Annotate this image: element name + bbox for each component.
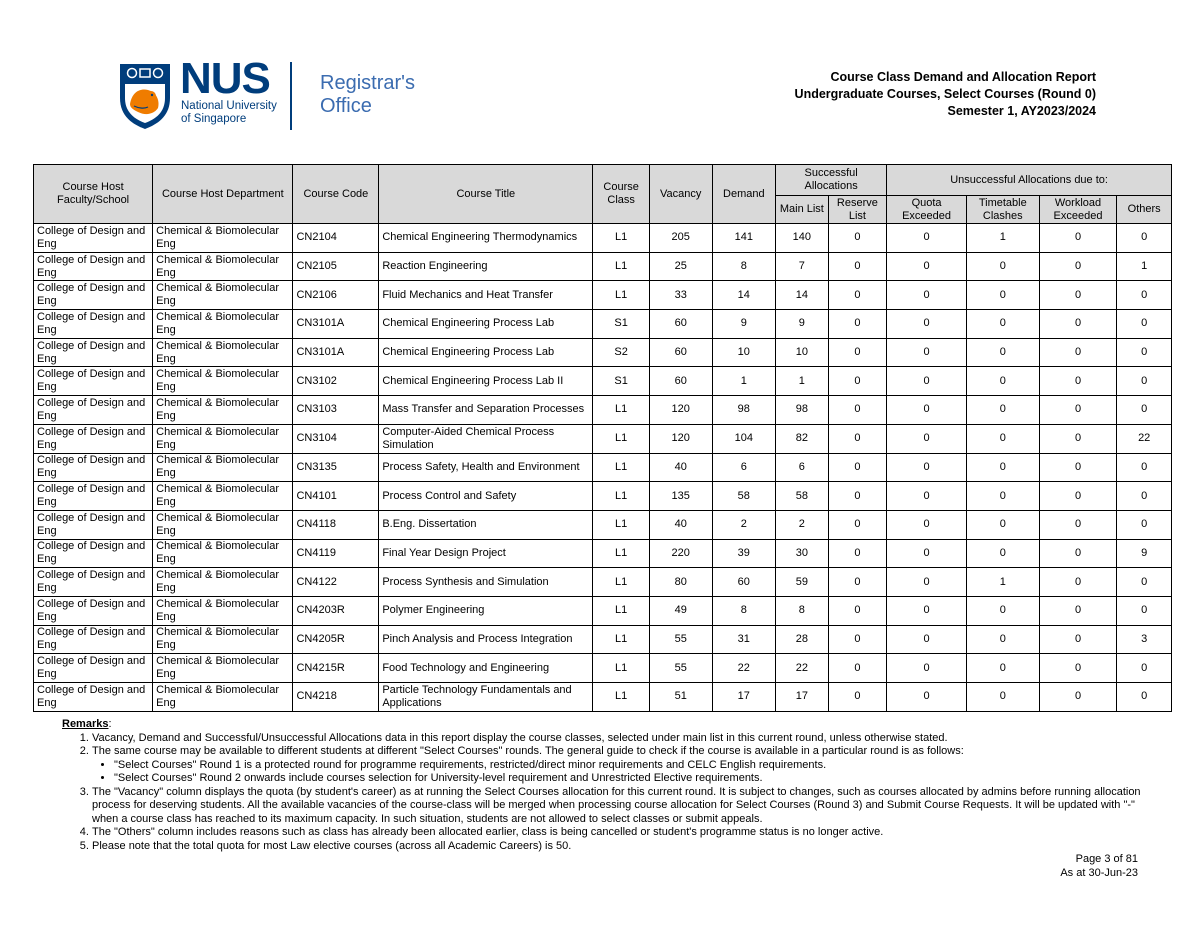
cell-course-code: CN4101 bbox=[293, 482, 379, 511]
cell-others: 0 bbox=[1117, 654, 1172, 683]
cell-course-code: CN3101A bbox=[293, 338, 379, 367]
cell-others: 0 bbox=[1117, 568, 1172, 597]
cell-timetable-clashes: 0 bbox=[966, 310, 1039, 339]
cell-main-list: 82 bbox=[776, 424, 829, 453]
cell-course-title: Computer-Aided Chemical Process Simulation bbox=[379, 424, 593, 453]
cell-others: 9 bbox=[1117, 539, 1172, 568]
cell-others: 0 bbox=[1117, 482, 1172, 511]
cell-demand: 8 bbox=[712, 252, 776, 281]
cell-reserve-list: 0 bbox=[828, 625, 887, 654]
cell-course-title: Chemical Engineering Process Lab bbox=[379, 310, 593, 339]
cell-department: Chemical & Biomolecular Eng bbox=[153, 568, 293, 597]
cell-quota-exceeded: 0 bbox=[887, 224, 967, 253]
cell-vacancy: 40 bbox=[649, 510, 712, 539]
cell-course-code: CN4203R bbox=[293, 596, 379, 625]
table-row bbox=[34, 310, 1172, 339]
cell-faculty: College of Design and Eng bbox=[34, 224, 153, 253]
remark-sublist bbox=[92, 759, 1142, 786]
cell-course-title: Pinch Analysis and Process Integration bbox=[379, 625, 593, 654]
cell-course-class: L1 bbox=[593, 625, 650, 654]
cell-main-list: 30 bbox=[776, 539, 829, 568]
report-date: As at 30-Jun-23 bbox=[1060, 867, 1138, 879]
cell-quota-exceeded: 0 bbox=[887, 281, 967, 310]
table-row bbox=[34, 281, 1172, 310]
cell-quota-exceeded: 0 bbox=[887, 510, 967, 539]
cell-workload-exceeded: 0 bbox=[1039, 310, 1117, 339]
cell-main-list: 22 bbox=[776, 654, 829, 683]
remarks-title: Remarks bbox=[62, 718, 109, 730]
cell-reserve-list: 0 bbox=[828, 224, 887, 253]
cell-others: 0 bbox=[1117, 453, 1172, 482]
cell-vacancy: 55 bbox=[649, 625, 712, 654]
cell-workload-exceeded: 0 bbox=[1039, 338, 1117, 367]
cell-demand: 10 bbox=[712, 338, 776, 367]
cell-course-code: CN4205R bbox=[293, 625, 379, 654]
cell-department: Chemical & Biomolecular Eng bbox=[153, 396, 293, 425]
table-row bbox=[34, 596, 1172, 625]
cell-faculty: College of Design and Eng bbox=[34, 338, 153, 367]
cell-main-list: 17 bbox=[776, 683, 829, 712]
header-unsuccessful-allocations: Unsuccessful Allocations due to: bbox=[887, 165, 1172, 196]
cell-course-title: Final Year Design Project bbox=[379, 539, 593, 568]
cell-course-code: CN2106 bbox=[293, 281, 379, 310]
logo-divider bbox=[290, 62, 292, 130]
cell-faculty: College of Design and Eng bbox=[34, 482, 153, 511]
cell-quota-exceeded: 0 bbox=[887, 683, 967, 712]
report-title: Course Class Demand and Allocation Report bbox=[830, 70, 1096, 84]
cell-faculty: College of Design and Eng bbox=[34, 453, 153, 482]
cell-quota-exceeded: 0 bbox=[887, 654, 967, 683]
report-heading bbox=[795, 69, 1096, 120]
cell-main-list: 14 bbox=[776, 281, 829, 310]
cell-course-title: Chemical Engineering Thermodynamics bbox=[379, 224, 593, 253]
cell-department: Chemical & Biomolecular Eng bbox=[153, 281, 293, 310]
cell-course-class: L1 bbox=[593, 568, 650, 597]
cell-demand: 58 bbox=[712, 482, 776, 511]
table-row bbox=[34, 453, 1172, 482]
cell-course-title: Food Technology and Engineering bbox=[379, 654, 593, 683]
cell-course-title: Process Control and Safety bbox=[379, 482, 593, 511]
cell-quota-exceeded: 0 bbox=[887, 367, 967, 396]
cell-vacancy: 60 bbox=[649, 310, 712, 339]
cell-quota-exceeded: 0 bbox=[887, 252, 967, 281]
cell-faculty: College of Design and Eng bbox=[34, 252, 153, 281]
cell-main-list: 7 bbox=[776, 252, 829, 281]
cell-workload-exceeded: 0 bbox=[1039, 683, 1117, 712]
cell-vacancy: 205 bbox=[649, 224, 712, 253]
cell-department: Chemical & Biomolecular Eng bbox=[153, 367, 293, 396]
cell-reserve-list: 0 bbox=[828, 252, 887, 281]
cell-main-list: 58 bbox=[776, 482, 829, 511]
cell-department: Chemical & Biomolecular Eng bbox=[153, 224, 293, 253]
cell-timetable-clashes: 0 bbox=[966, 396, 1039, 425]
page-footer bbox=[1060, 852, 1138, 880]
cell-quota-exceeded: 0 bbox=[887, 396, 967, 425]
cell-department: Chemical & Biomolecular Eng bbox=[153, 654, 293, 683]
cell-others: 0 bbox=[1117, 683, 1172, 712]
remark-bullet: • "Select Courses" Round 1 is a protected round for programme requirements, restricted/direct minor requirements and CELC English requirements. bbox=[114, 759, 1142, 773]
cell-course-class: L1 bbox=[593, 424, 650, 453]
cell-quota-exceeded: 0 bbox=[887, 453, 967, 482]
cell-others: 0 bbox=[1117, 281, 1172, 310]
cell-department: Chemical & Biomolecular Eng bbox=[153, 510, 293, 539]
cell-vacancy: 220 bbox=[649, 539, 712, 568]
cell-vacancy: 135 bbox=[649, 482, 712, 511]
cell-timetable-clashes: 0 bbox=[966, 252, 1039, 281]
cell-faculty: College of Design and Eng bbox=[34, 510, 153, 539]
cell-course-code: CN3104 bbox=[293, 424, 379, 453]
cell-timetable-clashes: 0 bbox=[966, 539, 1039, 568]
cell-quota-exceeded: 0 bbox=[887, 625, 967, 654]
cell-faculty: College of Design and Eng bbox=[34, 281, 153, 310]
cell-vacancy: 51 bbox=[649, 683, 712, 712]
cell-department: Chemical & Biomolecular Eng bbox=[153, 252, 293, 281]
nus-crest-icon bbox=[118, 62, 172, 130]
cell-others: 0 bbox=[1117, 338, 1172, 367]
cell-faculty: College of Design and Eng bbox=[34, 310, 153, 339]
cell-reserve-list: 0 bbox=[828, 281, 887, 310]
cell-vacancy: 60 bbox=[649, 367, 712, 396]
cell-course-class: S2 bbox=[593, 338, 650, 367]
cell-main-list: 98 bbox=[776, 396, 829, 425]
cell-others: 3 bbox=[1117, 625, 1172, 654]
cell-faculty: College of Design and Eng bbox=[34, 424, 153, 453]
cell-demand: 2 bbox=[712, 510, 776, 539]
cell-main-list: 140 bbox=[776, 224, 829, 253]
cell-workload-exceeded: 0 bbox=[1039, 625, 1117, 654]
cell-course-class: L1 bbox=[593, 224, 650, 253]
header-department: Course Host Department bbox=[153, 165, 293, 224]
cell-course-class: S1 bbox=[593, 310, 650, 339]
cell-vacancy: 33 bbox=[649, 281, 712, 310]
cell-course-class: L1 bbox=[593, 396, 650, 425]
table-row bbox=[34, 424, 1172, 453]
allocation-table bbox=[33, 164, 1172, 712]
cell-timetable-clashes: 0 bbox=[966, 367, 1039, 396]
cell-workload-exceeded: 0 bbox=[1039, 568, 1117, 597]
header-demand: Demand bbox=[712, 165, 776, 224]
cell-workload-exceeded: 0 bbox=[1039, 596, 1117, 625]
cell-reserve-list: 0 bbox=[828, 367, 887, 396]
cell-course-title: Chemical Engineering Process Lab II bbox=[379, 367, 593, 396]
cell-main-list: 10 bbox=[776, 338, 829, 367]
registrar-office-label: Registrar's Office bbox=[320, 72, 415, 117]
cell-workload-exceeded: 0 bbox=[1039, 654, 1117, 683]
cell-timetable-clashes: 0 bbox=[966, 424, 1039, 453]
cell-department: Chemical & Biomolecular Eng bbox=[153, 482, 293, 511]
table-row bbox=[34, 252, 1172, 281]
cell-quota-exceeded: 0 bbox=[887, 424, 967, 453]
report-semester: Semester 1, AY2023/2024 bbox=[947, 104, 1096, 118]
cell-course-code: CN2105 bbox=[293, 252, 379, 281]
cell-main-list: 1 bbox=[776, 367, 829, 396]
cell-course-class: L1 bbox=[593, 453, 650, 482]
cell-course-title: Reaction Engineering bbox=[379, 252, 593, 281]
cell-others: 0 bbox=[1117, 224, 1172, 253]
remarks-heading: Remarks: bbox=[62, 718, 112, 730]
remarks-section bbox=[62, 718, 1142, 853]
cell-reserve-list: 0 bbox=[828, 654, 887, 683]
cell-timetable-clashes: 0 bbox=[966, 510, 1039, 539]
cell-course-code: CN4119 bbox=[293, 539, 379, 568]
cell-course-code: CN4118 bbox=[293, 510, 379, 539]
cell-course-class: L1 bbox=[593, 654, 650, 683]
cell-course-class: L1 bbox=[593, 281, 650, 310]
cell-timetable-clashes: 1 bbox=[966, 224, 1039, 253]
cell-workload-exceeded: 0 bbox=[1039, 453, 1117, 482]
cell-vacancy: 120 bbox=[649, 424, 712, 453]
cell-demand: 6 bbox=[712, 453, 776, 482]
cell-reserve-list: 0 bbox=[828, 310, 887, 339]
cell-timetable-clashes: 0 bbox=[966, 482, 1039, 511]
cell-course-code: CN4215R bbox=[293, 654, 379, 683]
cell-demand: 1 bbox=[712, 367, 776, 396]
cell-others: 1 bbox=[1117, 252, 1172, 281]
cell-demand: 98 bbox=[712, 396, 776, 425]
table-row bbox=[34, 367, 1172, 396]
cell-course-class: L1 bbox=[593, 252, 650, 281]
cell-others: 0 bbox=[1117, 396, 1172, 425]
cell-course-title: Particle Technology Fundamentals and Applications bbox=[379, 683, 593, 712]
cell-course-class: L1 bbox=[593, 510, 650, 539]
cell-course-code: CN4218 bbox=[293, 683, 379, 712]
table-row bbox=[34, 396, 1172, 425]
cell-reserve-list: 0 bbox=[828, 683, 887, 712]
header-others: Others bbox=[1117, 196, 1172, 224]
cell-faculty: College of Design and Eng bbox=[34, 683, 153, 712]
header-course-code: Course Code bbox=[293, 165, 379, 224]
header-successful-allocations: Successful Allocations bbox=[776, 165, 887, 196]
cell-course-code: CN3102 bbox=[293, 367, 379, 396]
cell-demand: 8 bbox=[712, 596, 776, 625]
cell-course-class: S1 bbox=[593, 367, 650, 396]
cell-course-title: Fluid Mechanics and Heat Transfer bbox=[379, 281, 593, 310]
cell-workload-exceeded: 0 bbox=[1039, 539, 1117, 568]
cell-faculty: College of Design and Eng bbox=[34, 596, 153, 625]
cell-others: 0 bbox=[1117, 596, 1172, 625]
cell-quota-exceeded: 0 bbox=[887, 568, 967, 597]
cell-quota-exceeded: 0 bbox=[887, 310, 967, 339]
cell-timetable-clashes: 0 bbox=[966, 453, 1039, 482]
cell-course-title: Process Synthesis and Simulation bbox=[379, 568, 593, 597]
cell-workload-exceeded: 0 bbox=[1039, 396, 1117, 425]
cell-vacancy: 60 bbox=[649, 338, 712, 367]
cell-vacancy: 40 bbox=[649, 453, 712, 482]
remarks-list bbox=[62, 732, 1142, 854]
cell-vacancy: 55 bbox=[649, 654, 712, 683]
cell-timetable-clashes: 0 bbox=[966, 596, 1039, 625]
cell-course-code: CN3103 bbox=[293, 396, 379, 425]
header-main-list: Main List bbox=[776, 196, 829, 224]
cell-reserve-list: 0 bbox=[828, 510, 887, 539]
remark-item: 1. Vacancy, Demand and Successful/Unsuccessful Allocations data in this report display the course classes, selected under main list in this current round, unless otherwise stated. bbox=[92, 732, 1142, 746]
cell-timetable-clashes: 0 bbox=[966, 338, 1039, 367]
cell-course-code: CN3101A bbox=[293, 310, 379, 339]
cell-course-code: CN4122 bbox=[293, 568, 379, 597]
cell-department: Chemical & Biomolecular Eng bbox=[153, 625, 293, 654]
cell-course-code: CN2104 bbox=[293, 224, 379, 253]
cell-demand: 14 bbox=[712, 281, 776, 310]
cell-reserve-list: 0 bbox=[828, 338, 887, 367]
cell-faculty: College of Design and Eng bbox=[34, 654, 153, 683]
cell-demand: 31 bbox=[712, 625, 776, 654]
cell-department: Chemical & Biomolecular Eng bbox=[153, 424, 293, 453]
cell-others: 22 bbox=[1117, 424, 1172, 453]
page-number: Page 3 of 81 bbox=[1075, 853, 1138, 865]
header-reserve-list: Reserve List bbox=[828, 196, 887, 224]
cell-reserve-list: 0 bbox=[828, 568, 887, 597]
remark-item: 5. Please note that the total quota for most Law elective courses (across all Academic Careers) is 50. bbox=[92, 840, 1142, 854]
report-subtitle: Undergraduate Courses, Select Courses (Round 0) bbox=[794, 87, 1096, 101]
cell-vacancy: 49 bbox=[649, 596, 712, 625]
cell-course-code: CN3135 bbox=[293, 453, 379, 482]
cell-workload-exceeded: 0 bbox=[1039, 510, 1117, 539]
cell-vacancy: 80 bbox=[649, 568, 712, 597]
cell-timetable-clashes: 1 bbox=[966, 568, 1039, 597]
cell-course-title: Mass Transfer and Separation Processes bbox=[379, 396, 593, 425]
table-row bbox=[34, 539, 1172, 568]
table-row bbox=[34, 568, 1172, 597]
header-faculty: Course Host Faculty/School bbox=[34, 165, 153, 224]
cell-department: Chemical & Biomolecular Eng bbox=[153, 453, 293, 482]
cell-reserve-list: 0 bbox=[828, 453, 887, 482]
cell-department: Chemical & Biomolecular Eng bbox=[153, 539, 293, 568]
header-quota-exceeded: Quota Exceeded bbox=[887, 196, 967, 224]
remark-item: 2. The same course may be available to different students at different "Select Courses" rounds. The general guide to check if the course is available in a particular round is as follows: • "Select Courses" Round 1 is a protected round for programme requirements, restricted/direct minor requirements and CELC English requirements. • "Select Courses" Round 2 onwards include courses selection for University-level requirement and Unrestricted Elective requirements. bbox=[92, 745, 1142, 786]
cell-demand: 60 bbox=[712, 568, 776, 597]
header-course-class: Course Class bbox=[593, 165, 650, 224]
cell-workload-exceeded: 0 bbox=[1039, 252, 1117, 281]
cell-department: Chemical & Biomolecular Eng bbox=[153, 683, 293, 712]
cell-quota-exceeded: 0 bbox=[887, 596, 967, 625]
remark-item: 3. The "Vacancy" column displays the quota (by student's career) as at running the Select Courses allocation for this current round. It is subject to changes, such as courses allocated by admins before running allocation process for deserving students. All the available vacancies of the course-class will be merged when processing course allocation for Select Courses (Round 3) and Submit Course Requests. It will be updated with "-" when a course class has reached to its maximum capacity. In such situation, students are not allowed to select classes or submit appeals. bbox=[92, 786, 1142, 827]
cell-quota-exceeded: 0 bbox=[887, 338, 967, 367]
cell-vacancy: 120 bbox=[649, 396, 712, 425]
university-name: National University of Singapore bbox=[181, 100, 277, 125]
cell-workload-exceeded: 0 bbox=[1039, 482, 1117, 511]
cell-course-title: Polymer Engineering bbox=[379, 596, 593, 625]
header-workload-exceeded: Workload Exceeded bbox=[1039, 196, 1117, 224]
cell-main-list: 8 bbox=[776, 596, 829, 625]
cell-faculty: College of Design and Eng bbox=[34, 539, 153, 568]
table-row bbox=[34, 683, 1172, 712]
cell-course-title: Process Safety, Health and Environment bbox=[379, 453, 593, 482]
header-course-title: Course Title bbox=[379, 165, 593, 224]
nus-registrar-logo bbox=[118, 54, 438, 132]
cell-timetable-clashes: 0 bbox=[966, 683, 1039, 712]
cell-demand: 141 bbox=[712, 224, 776, 253]
table-row bbox=[34, 482, 1172, 511]
table-row bbox=[34, 654, 1172, 683]
cell-faculty: College of Design and Eng bbox=[34, 625, 153, 654]
cell-others: 0 bbox=[1117, 310, 1172, 339]
cell-workload-exceeded: 0 bbox=[1039, 424, 1117, 453]
cell-vacancy: 25 bbox=[649, 252, 712, 281]
cell-faculty: College of Design and Eng bbox=[34, 367, 153, 396]
remark-bullet: • "Select Courses" Round 2 onwards include courses selection for University-level requirement and Unrestricted Elective requirements. bbox=[114, 772, 1142, 786]
cell-course-class: L1 bbox=[593, 482, 650, 511]
header-vacancy: Vacancy bbox=[649, 165, 712, 224]
cell-workload-exceeded: 0 bbox=[1039, 281, 1117, 310]
nus-wordmark: NUS bbox=[180, 54, 270, 103]
cell-course-title: Chemical Engineering Process Lab bbox=[379, 338, 593, 367]
cell-quota-exceeded: 0 bbox=[887, 482, 967, 511]
cell-reserve-list: 0 bbox=[828, 482, 887, 511]
cell-demand: 22 bbox=[712, 654, 776, 683]
cell-timetable-clashes: 0 bbox=[966, 281, 1039, 310]
cell-department: Chemical & Biomolecular Eng bbox=[153, 310, 293, 339]
cell-main-list: 9 bbox=[776, 310, 829, 339]
cell-timetable-clashes: 0 bbox=[966, 625, 1039, 654]
remark-item: 4. The "Others" column includes reasons such as class has already been allocated earlier, class is being cancelled or student's programme status is no longer active. bbox=[92, 826, 1142, 840]
cell-reserve-list: 0 bbox=[828, 396, 887, 425]
table-row bbox=[34, 510, 1172, 539]
cell-course-class: L1 bbox=[593, 683, 650, 712]
cell-department: Chemical & Biomolecular Eng bbox=[153, 596, 293, 625]
cell-quota-exceeded: 0 bbox=[887, 539, 967, 568]
cell-course-class: L1 bbox=[593, 596, 650, 625]
cell-main-list: 59 bbox=[776, 568, 829, 597]
table-row bbox=[34, 224, 1172, 253]
cell-department: Chemical & Biomolecular Eng bbox=[153, 338, 293, 367]
cell-others: 0 bbox=[1117, 367, 1172, 396]
table-row bbox=[34, 625, 1172, 654]
cell-timetable-clashes: 0 bbox=[966, 654, 1039, 683]
cell-others: 0 bbox=[1117, 510, 1172, 539]
cell-course-title: B.Eng. Dissertation bbox=[379, 510, 593, 539]
cell-demand: 39 bbox=[712, 539, 776, 568]
cell-workload-exceeded: 0 bbox=[1039, 224, 1117, 253]
cell-demand: 104 bbox=[712, 424, 776, 453]
cell-demand: 9 bbox=[712, 310, 776, 339]
cell-main-list: 6 bbox=[776, 453, 829, 482]
table-row bbox=[34, 338, 1172, 367]
cell-reserve-list: 0 bbox=[828, 596, 887, 625]
cell-course-class: L1 bbox=[593, 539, 650, 568]
cell-demand: 17 bbox=[712, 683, 776, 712]
cell-main-list: 2 bbox=[776, 510, 829, 539]
table-body bbox=[34, 224, 1172, 712]
cell-workload-exceeded: 0 bbox=[1039, 367, 1117, 396]
cell-main-list: 28 bbox=[776, 625, 829, 654]
cell-faculty: College of Design and Eng bbox=[34, 396, 153, 425]
cell-reserve-list: 0 bbox=[828, 424, 887, 453]
header-timetable-clashes: Timetable Clashes bbox=[966, 196, 1039, 224]
cell-reserve-list: 0 bbox=[828, 539, 887, 568]
cell-faculty: College of Design and Eng bbox=[34, 568, 153, 597]
